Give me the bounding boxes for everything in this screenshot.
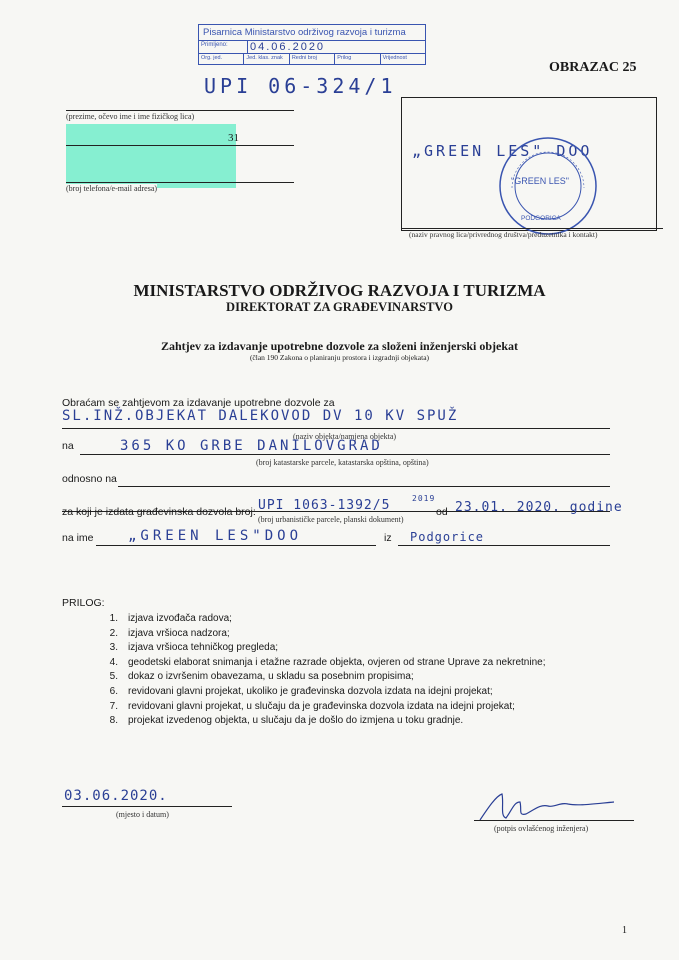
form-code: OBRAZAC 25 xyxy=(549,60,637,75)
attachment-item: 8. projekat izvedenog objekta, u slučaju da je došlo do izmjena u toku gradnje. xyxy=(109,715,464,727)
registry-col-org: Org. jed. xyxy=(199,54,244,64)
registry-received-date: 04.06.2020 xyxy=(250,41,326,53)
page-number: 1 xyxy=(622,925,627,936)
registry-col-class: Jed. klas. znak xyxy=(244,54,289,64)
attachment-item: 3. izjava vršioca tehničkog pregleda; xyxy=(109,642,279,654)
attachments-heading: PRILOG: xyxy=(62,597,105,609)
request-title: Zahtjev za izdavanje upotrebne dozvole za složeni inženjerski objekat xyxy=(160,339,519,353)
attachment-item: 7. revidovani glavni projekat, u slučaju da je građevinska dozvola izdata na idejni projekat; xyxy=(109,700,515,712)
permit-date-label: od xyxy=(436,506,448,518)
request-legal-basis: (član 190 Zakona o planiranju prostora i izgradnji objekata) xyxy=(249,353,430,362)
company-caption: (naziv pravnog lica/privrednog društva/preduzetnika i kontakt) xyxy=(409,230,598,239)
urban-caption: (broj urbanističke parcele, planski dokument) xyxy=(258,515,404,524)
city-value: Podgorice xyxy=(410,530,485,544)
place-date-caption: (mjesto i datum) xyxy=(116,810,169,819)
name-label: na ime xyxy=(62,532,94,544)
seal-city: PODGORICA xyxy=(521,215,561,222)
object-value: SL.INŽ.OBJEKAT DALEKOVOD DV 10 KV SPUŽ xyxy=(62,408,459,424)
signature-caption: (potpis ovlašćenog inženjera) xyxy=(494,824,589,833)
permit-year: 2019 xyxy=(412,494,436,503)
seal-text: "GREEN LES" xyxy=(511,176,569,186)
applicant-partial-text: 31 xyxy=(228,132,239,144)
registry-received-label: Primljeno: xyxy=(199,41,248,53)
registry-col-value: Vrijednost xyxy=(382,55,407,61)
company-seal xyxy=(496,134,600,238)
name-value: „GREEN LES"DOO xyxy=(128,528,303,544)
attachment-item: 6. revidovani glavni projekat, ukoliko je građevinska dozvola izdata na idejni projekat; xyxy=(109,685,493,697)
applicant-name-caption: (prezime, očevo ime i ime fizičkog lica) xyxy=(66,112,195,121)
parcel-caption: (broj katastarske parcele, katastarska opština, opština) xyxy=(256,458,429,467)
registry-col-attachment: Prilog xyxy=(335,54,380,64)
registry-stamp-title: Pisarnica Ministarstvo održivog razvoja i turizma xyxy=(199,25,425,41)
or-label: odnosno na xyxy=(62,473,117,485)
applicant-phone-caption: (broj telefona/e-mail adresa) xyxy=(66,184,158,193)
attachment-item: 5. dokaz o izvršenim obavezama, u skladu sa posebnim propisima; xyxy=(109,671,414,683)
seal-icon xyxy=(496,134,600,238)
registry-file-number: UPI 06-324/1 xyxy=(204,74,397,98)
attachment-item: 1. izjava izvođača radova; xyxy=(109,613,232,624)
on-label: na xyxy=(62,440,74,452)
attachments-list xyxy=(96,612,656,729)
form-intro: Obraćam se zahtjevom za izdavanje upotrebne dozvole za xyxy=(62,397,335,409)
permit-number: UPI 1063-1392/5 xyxy=(258,498,391,513)
ministry-name: MINISTARSTVO ODRŽIVOG RAZVOJA I TURIZMA xyxy=(133,281,546,300)
object-caption: (naziv objekta/namjena objekta) xyxy=(293,432,397,441)
attachment-item: 4. geodetski elaborat snimanja i etažne razrade objekta, ovjeren od strane Uprave za nekretnine; xyxy=(109,656,546,668)
directorate-name: DIREKTORAT ZA GRAĐEVINARSTVO xyxy=(226,300,453,314)
company-name: „GREEN LES" DOO xyxy=(412,142,593,160)
permit-date: 23.01. 2020. godine xyxy=(455,500,623,515)
parcel-value: 365 KO GRBE DANILOVGRAD xyxy=(120,438,383,454)
place-date-value: 03.06.2020. xyxy=(64,788,168,804)
from-label: iz xyxy=(384,532,392,544)
redaction-block xyxy=(66,124,236,188)
permit-label: za koji je izdata građevinska dozvola broj: xyxy=(62,506,256,518)
attachment-item: 2. izjava vršioca nadzora; xyxy=(109,627,230,639)
registry-col-number: Redni broj xyxy=(290,54,335,64)
registry-stamp xyxy=(198,24,426,65)
